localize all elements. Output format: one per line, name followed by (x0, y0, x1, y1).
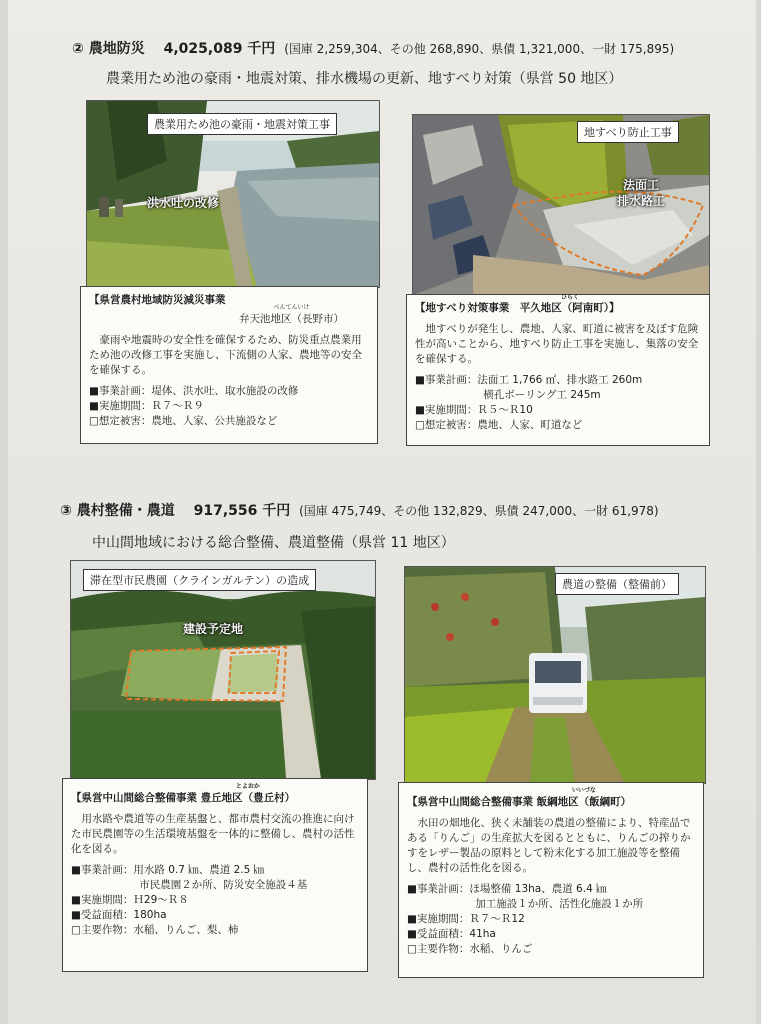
list-item-continued: 市民農園２か所、防災安全施設４基 (139, 879, 308, 891)
landslide-photo (412, 114, 710, 296)
farm-road-photo-caption: 農道の整備（整備前） (555, 573, 679, 595)
list-item: ■受益面積：41ha (407, 928, 496, 940)
section3-title (60, 500, 659, 520)
section2-breakdown: (国庫 2,259,304、その他 268,890、県債 1,321,000、一財 175,895) (284, 42, 675, 56)
landslide-area-ruby: ひらく (561, 294, 580, 301)
toyooka-project-header: 【県営中山間総合整備事業 とよおか 豊丘地区（豊丘村） (71, 783, 296, 804)
list-item-continued: 加工施設１か所、活性化施設１か所 (475, 898, 644, 910)
drainage-work-label: 排水路工 (617, 194, 666, 208)
section3-number: ③ (60, 503, 72, 519)
iizuna-project-description: 水田の畑地化、狭く未舗装の農道の整備により、特産品である「りんご」の生産拡大を図るとともに、りんごの搾りかすをレザー製品の原料として粉末化する加工施設等を整備し、農村の活性化を図る。 (407, 817, 691, 874)
spillway-label: 洪水吐の改修 (147, 196, 220, 210)
toyooka-project-box (62, 778, 368, 972)
list-item: ■実施期間：Ｒ７～Ｒ９ (89, 400, 204, 412)
section3-breakdown: (国庫 475,749、その他 132,829、県債 247,000、一財 61,978) (299, 504, 659, 518)
garden-site-photo (70, 560, 376, 780)
section2-title (72, 38, 674, 58)
landslide-project-items (415, 373, 701, 433)
list-item: ■実施期間：Ｒ５～Ｒ10 (415, 404, 533, 416)
section2-subtitle: 農業用ため池の豪雨・地震対策、排水機場の更新、地すべり対策（県営 50 地区） (106, 71, 623, 87)
reservoir-project-description: 豪雨や地震時の安全性を確保するため、防災重点農業用ため池の改修工事を実施し、下流側の人家、農地等の安全を確保する。 (89, 334, 362, 376)
slope-work-label: 法面工 (623, 178, 660, 192)
list-item: ■事業計画：ほ場整備 13ha、農道 6.4 ㎞ (407, 883, 607, 895)
section3-name: 農村整備・農道 (76, 503, 175, 519)
list-item: ■事業計画：堤体、洪水吐、取水施設の改修 (89, 385, 299, 397)
section2-name: 農地防災 (88, 41, 145, 57)
landslide-photo-caption: 地すべり防止工事 (577, 121, 679, 143)
list-item-continued: 横孔ボーリング工 245m (483, 389, 601, 401)
iizuna-project-header: 【県営中山間総合整備事業 いいづな 飯綱地区（飯綱町） (407, 787, 632, 808)
list-item: ■実施期間：Ｒ７～Ｒ12 (407, 913, 525, 925)
section2-amount: 4,025,089 千円 (163, 41, 276, 57)
landslide-project-header: ひらく 【地すべり対策事業 平久地区（阿南町）】 (415, 294, 620, 314)
list-item: ■受益面積：180ha (71, 909, 167, 921)
reservoir-project-box (80, 286, 378, 444)
reservoir-project-header: 【県営農村地域防災減災事業 (89, 294, 226, 306)
list-item: □想定被害：農地、人家、公共施設など (89, 415, 278, 427)
landslide-project-box (406, 294, 710, 446)
reservoir-project-items (89, 384, 369, 429)
list-item: ■実施期間：Ｈ29～Ｒ８ (71, 894, 189, 906)
list-item: ■事業計画：法面工 1,766 ㎡、排水路工 260m (415, 374, 643, 386)
list-item: □主要作物：水稲、りんご、梨、柿 (71, 924, 239, 936)
section3-subtitle: 中山間地域における総合整備、農道整備（県営 11 地区） (92, 535, 455, 551)
planned-site-label: 建設予定地 (183, 622, 244, 636)
toyooka-project-items (71, 863, 359, 938)
section3-amount: 917,556 千円 (193, 503, 291, 519)
list-item: □主要作物：水稲、りんご (407, 943, 533, 955)
section2-number: ② (72, 41, 84, 57)
reservoir-photo (86, 100, 380, 288)
reservoir-area-ruby: べんてんいけ (273, 304, 310, 311)
garden-photo-caption: 滞在型市民農園（クラインガルテン）の造成 (83, 569, 316, 591)
list-item: ■事業計画：用水路 0.7 ㎞、農道 2.5 ㎞ (71, 864, 265, 876)
toyooka-project-description: 用水路や農道等の生産基盤と、都市農村交流の推進に向けた市民農園等の生活環境基盤を一体的に整備し、農村の活性化を図る。 (71, 813, 355, 855)
list-item: □想定被害：農地、人家、町道など (415, 419, 583, 431)
iizuna-project-box (398, 782, 704, 978)
farm-road-photo (404, 566, 706, 784)
iizuna-project-items (407, 882, 695, 957)
iizuna-area: 飯綱地区（飯綱町） (536, 796, 632, 808)
reservoir-photo-caption: 農業用ため池の豪雨・地震対策工事 (147, 113, 337, 135)
toyooka-area: 豊丘地区（豊丘村） (200, 792, 296, 804)
landslide-project-description: 地すべりが発生し、農地、人家、町道に被害を及ぼす危険性が高いことから、地すべり防止工事を実施し、集落の安全を確保する。 (415, 323, 699, 365)
toyooka-area-ruby: とよおか (235, 783, 260, 790)
iizuna-area-ruby: いいづな (571, 787, 596, 794)
reservoir-project-area: べんてんいけ 弁天池地区（長野市） (239, 304, 344, 325)
